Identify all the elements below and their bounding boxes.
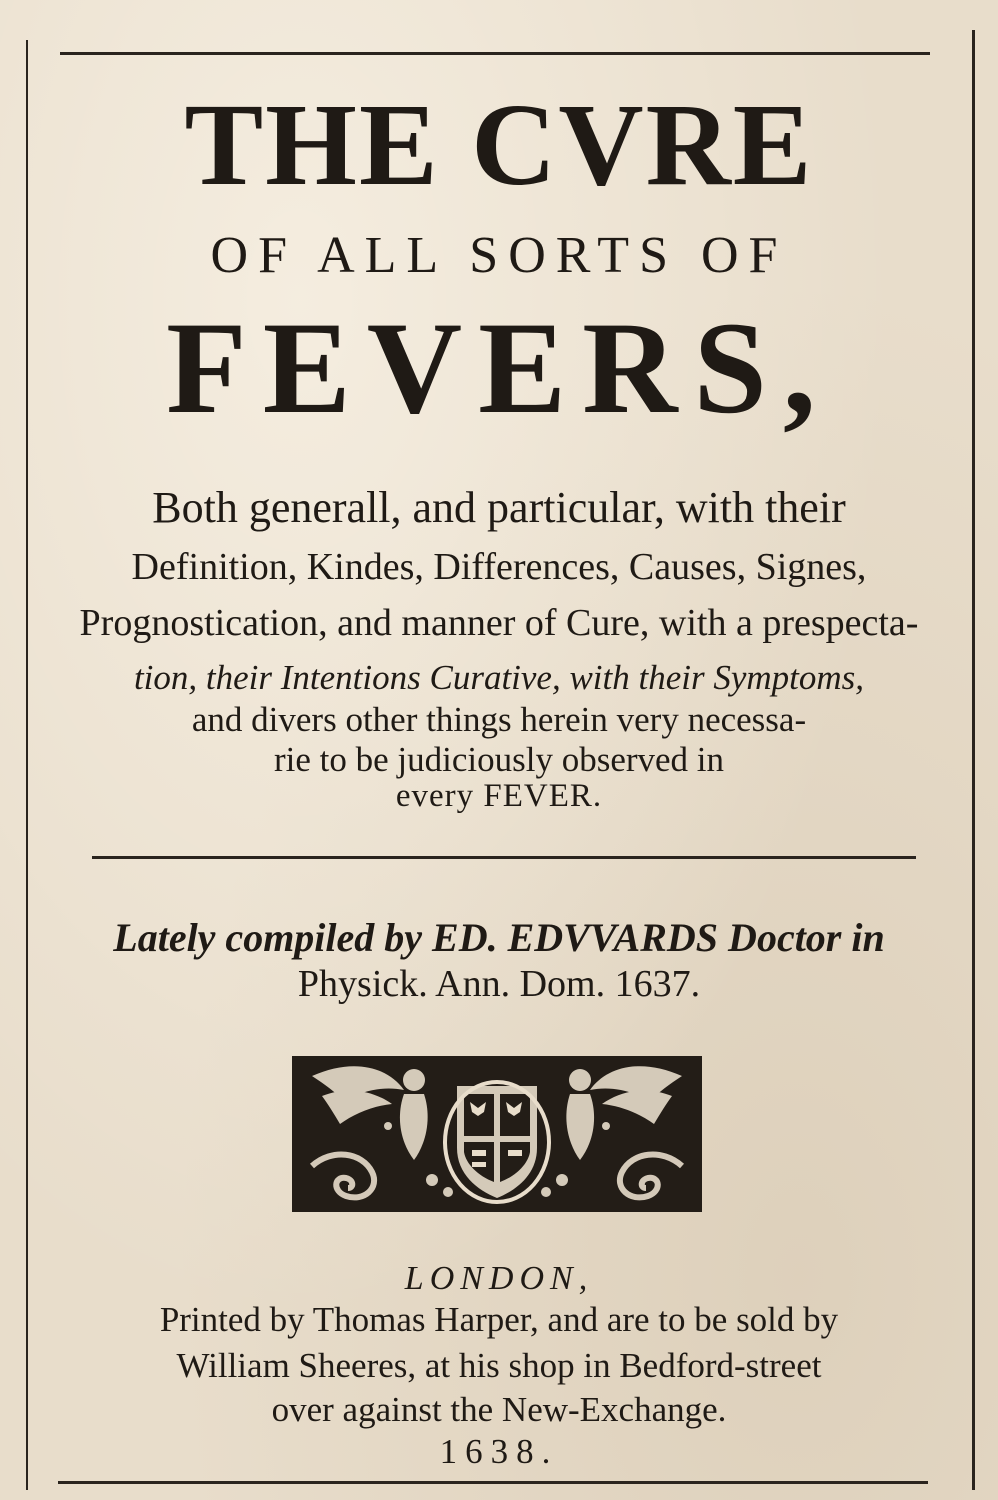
royal-arms-woodcut-icon [292, 1056, 702, 1212]
frame-top-rule [60, 52, 930, 55]
description-line-7: every FEVER. [395, 778, 603, 814]
description-line-6: rie to be judiciously observed in [273, 740, 725, 779]
frame-bottom-rule [58, 1481, 928, 1484]
imprint-line-4: over against the New-Exchange. [271, 1390, 727, 1429]
author-line-1: Lately compiled by ED. EDVVARDS Doctor in [113, 915, 885, 960]
description-line-2: Definition, Kindes, Differences, Causes, Signes, [131, 546, 867, 588]
frame-right-rule [972, 30, 975, 1490]
section-divider [92, 856, 916, 859]
frame-left-rule [26, 40, 28, 1490]
imprint-place: LONDON, [404, 1260, 594, 1297]
title-line-2: OF ALL SORTS OF [210, 227, 788, 284]
imprint-line-3: William Sheeres, at his shop in Bedford-street [176, 1346, 822, 1385]
description-line-5: and divers other things herein very necessa- [191, 700, 807, 739]
description-line-4: tion, their Intentions Curative, with their Symptoms, [133, 658, 865, 697]
imprint-year: 1638. [439, 1432, 559, 1471]
title-line-3: FEVERS, [166, 294, 832, 441]
title-line-1: THE CVRE [184, 79, 814, 210]
description-line-3: Prognostication, and manner of Cure, with a prespecta- [79, 602, 919, 644]
author-line-2: Physick. Ann. Dom. 1637. [297, 963, 701, 1005]
imprint-line-2: Printed by Thomas Harper, and are to be sold by [159, 1300, 839, 1339]
description-line-1: Both generall, and particular, with their [152, 483, 846, 532]
